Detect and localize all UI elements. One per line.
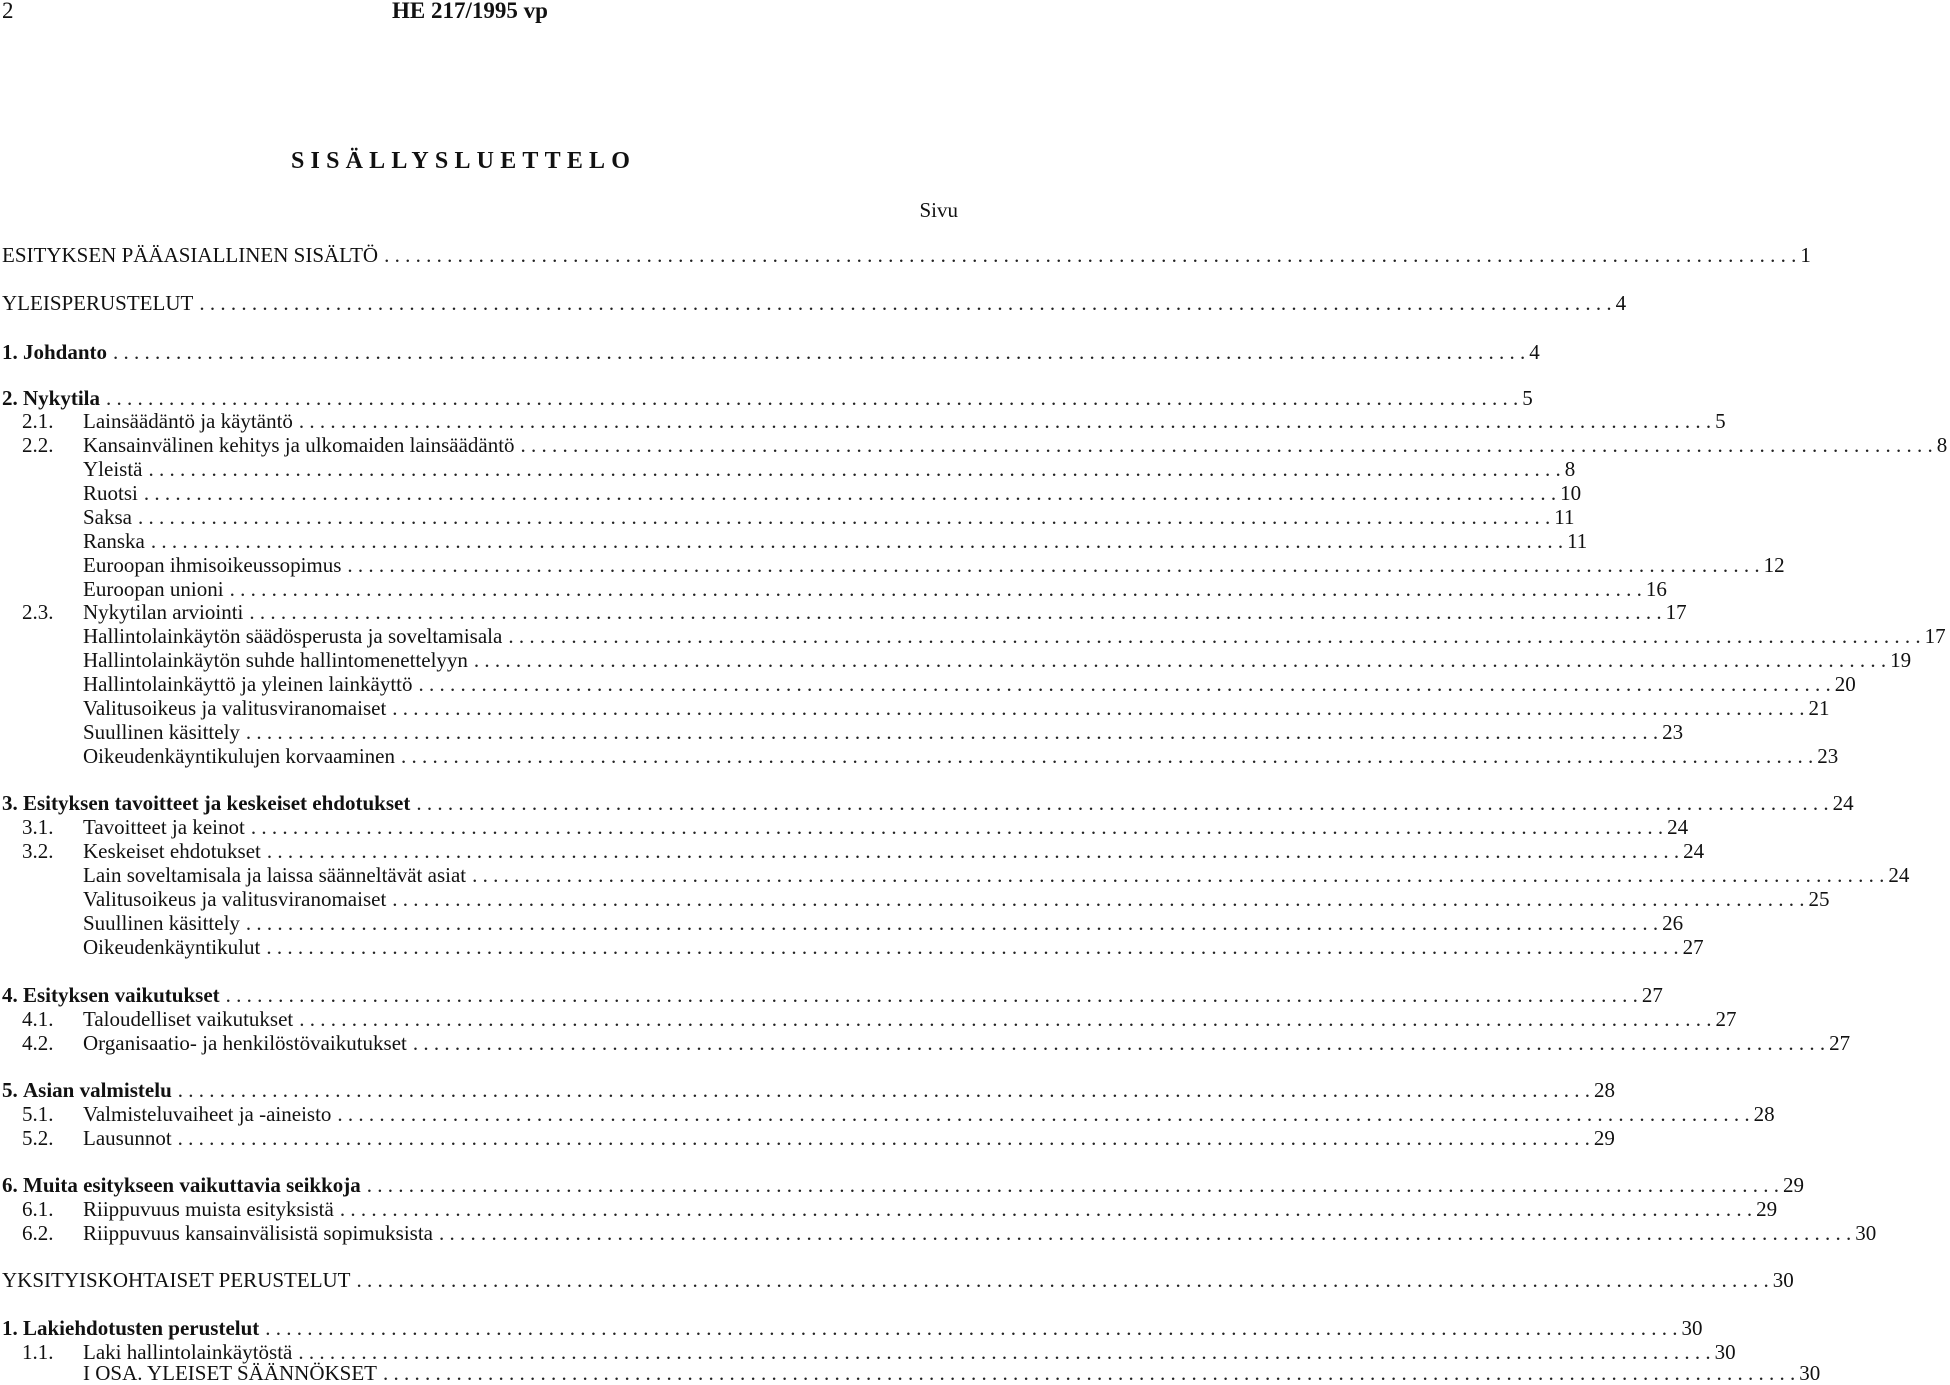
toc-entry[interactable] <box>0 1268 1794 1292</box>
toc-entry-page: 8 <box>1936 433 1948 457</box>
dot-leader <box>178 1126 1590 1150</box>
dot-leader <box>299 1007 1711 1031</box>
dot-leader <box>413 1031 1825 1055</box>
toc-entry-page: 11 <box>1554 505 1575 529</box>
toc-entry-number: 1. <box>2 1316 18 1340</box>
toc-entry-label: Lainsäädäntö ja käytäntö <box>83 409 293 433</box>
toc-entry-label: Johdanto <box>23 340 108 364</box>
toc-entry[interactable] <box>0 291 1627 315</box>
toc-entry-label: Oikeudenkäyntikulujen korvaaminen <box>83 744 395 768</box>
toc-entry[interactable] <box>0 983 1663 1007</box>
toc-entry[interactable] <box>0 529 1588 553</box>
toc-entry-label: Taloudelliset vaikutukset <box>83 1007 294 1031</box>
dot-leader <box>199 291 1611 315</box>
toc-entry-page: 12 <box>1763 553 1785 577</box>
dot-leader <box>401 744 1813 768</box>
toc-entry-number: 3.1. <box>22 815 54 839</box>
toc-entry-label: Oikeudenkäyntikulut <box>83 935 261 959</box>
dot-leader <box>249 600 1661 624</box>
toc-entry-page: 23 <box>1817 744 1839 768</box>
toc-entry-page: 20 <box>1834 672 1856 696</box>
toc-entry-label: Valitusoikeus ja valitusviranomaiset <box>83 887 387 911</box>
toc-entry-label: Laki hallintolainkäytöstä <box>83 1340 293 1364</box>
toc-entry-page: 4 <box>1615 291 1627 315</box>
toc-entry-label: Saksa <box>83 505 132 529</box>
toc-entry-page: 29 <box>1756 1197 1778 1221</box>
dot-leader <box>266 935 1678 959</box>
toc-entry-page: 16 <box>1645 577 1667 601</box>
toc-entry[interactable] <box>0 553 1785 577</box>
dot-leader <box>392 696 1804 720</box>
toc-entry-page: 4 <box>1529 340 1540 364</box>
toc-entry-page: 30 <box>1772 1268 1794 1292</box>
toc-entry-number: 5.1. <box>22 1102 54 1126</box>
toc-entry-number: 3.2. <box>22 839 54 863</box>
dot-leader <box>151 529 1563 553</box>
toc-entry-page: 27 <box>1641 983 1663 1007</box>
toc-entry-page: 24 <box>1888 863 1910 887</box>
toc-entry-label: Keskeiset ehdotukset <box>83 839 261 863</box>
dot-leader <box>383 1361 1795 1385</box>
toc-entry[interactable] <box>0 720 1684 744</box>
toc-entry[interactable] <box>0 887 1830 911</box>
toc-entry-page: 27 <box>1829 1031 1851 1055</box>
dot-leader <box>367 1173 1779 1197</box>
toc-entry-page: 26 <box>1662 911 1684 935</box>
toc-entry-number: 6. <box>2 1173 18 1197</box>
toc-entry-number: 1.1. <box>22 1340 54 1364</box>
toc-entry[interactable] <box>0 648 1912 672</box>
toc-entry-page: 30 <box>1799 1361 1821 1385</box>
dot-leader <box>508 624 1920 648</box>
toc-entry-label: Asian valmistelu <box>23 1078 172 1102</box>
dot-leader <box>521 433 1933 457</box>
toc-entry-page: 24 <box>1683 839 1705 863</box>
toc-entry-label: Ranska <box>83 529 145 553</box>
toc-entry-label: Valmisteluvaiheet ja -aineisto <box>83 1102 332 1126</box>
toc-entry-number: 2.3. <box>22 600 54 624</box>
toc-entry[interactable] <box>0 863 1910 887</box>
toc-entry-number: 4.2. <box>22 1031 54 1055</box>
toc-entry-number: 1. <box>2 340 18 364</box>
dot-leader <box>230 577 1642 601</box>
toc-entry-number: 5.2. <box>22 1126 54 1150</box>
toc-entry-number: 2.1. <box>22 409 54 433</box>
toc-entry-page: 24 <box>1832 791 1854 815</box>
dot-leader <box>246 911 1658 935</box>
toc-entry-label: Hallintolainkäytön suhde hallintomenettelyyn <box>83 648 468 672</box>
toc-entry-label: Euroopan unioni <box>83 577 224 601</box>
toc-entry-page: 17 <box>1924 624 1946 648</box>
toc-entry-label: Hallintolainkäyttö ja yleinen lainkäyttö <box>83 672 413 696</box>
dot-leader <box>337 1102 1749 1126</box>
toc-entry-label: Organisaatio- ja henkilöstövaikutukset <box>83 1031 407 1055</box>
toc-entry-label: Valitusoikeus ja valitusviranomaiset <box>83 696 387 720</box>
toc-entry-label: Nykytilan arviointi <box>83 600 244 624</box>
dot-leader <box>113 340 1525 364</box>
toc-entry-page: 24 <box>1667 815 1689 839</box>
toc-entry-number: 4. <box>2 983 18 1007</box>
toc-entry-page: 10 <box>1560 481 1582 505</box>
toc-entry-page: 17 <box>1665 600 1687 624</box>
toc-entry[interactable] <box>0 1221 1877 1245</box>
toc-entry[interactable] <box>0 1197 1778 1221</box>
toc-entry[interactable] <box>0 1173 1805 1197</box>
document-id: HE 217/1995 vp <box>392 0 548 23</box>
toc-entry[interactable] <box>0 457 1576 481</box>
toc-title: SISÄLLYSLUETTELO <box>291 148 637 174</box>
toc-entry-page: 5 <box>1715 409 1726 433</box>
toc-entry[interactable] <box>0 791 1854 815</box>
toc-entry-label: Kansainvälinen kehitys ja ulkomaiden lainsäädäntö <box>83 433 515 457</box>
toc-entry-page: 27 <box>1715 1007 1737 1031</box>
toc-entry[interactable] <box>0 744 1839 768</box>
toc-entry-label: Riippuvuus kansainvälisistä sopimuksista <box>83 1221 433 1245</box>
toc-entry[interactable] <box>0 577 1667 601</box>
toc-entry[interactable] <box>0 600 1687 624</box>
toc-entry-page: 28 <box>1594 1078 1616 1102</box>
toc-entry-label: I OSA. YLEISET SÄÄNNÖKSET <box>83 1361 377 1385</box>
dot-leader <box>392 887 1804 911</box>
toc-entry-page: 8 <box>1564 457 1576 481</box>
toc-entry-page: 29 <box>1593 1126 1615 1150</box>
dot-leader <box>384 243 1796 267</box>
dot-leader <box>340 1197 1752 1221</box>
toc-entry-page: 1 <box>1800 243 1811 267</box>
dot-leader <box>178 1078 1590 1102</box>
toc-entry-page: 23 <box>1662 720 1684 744</box>
page-number: 2 <box>2 0 14 23</box>
toc-entry[interactable] <box>0 409 1726 433</box>
toc-entry-page: 30 <box>1714 1340 1736 1364</box>
toc-entry-page: 27 <box>1682 935 1704 959</box>
toc-entry-page: 5 <box>1522 386 1533 410</box>
dot-leader <box>246 720 1658 744</box>
page-column-label: Sivu <box>919 198 958 222</box>
toc-entry-label: YKSITYISKOHTAISET PERUSTELUT <box>2 1268 351 1292</box>
toc-entry-label: Muita esitykseen vaikuttavia seikkoja <box>23 1173 361 1197</box>
toc-entry-label: Riippuvuus muista esityksistä <box>83 1197 334 1221</box>
toc-entry[interactable] <box>0 911 1684 935</box>
toc-entry[interactable] <box>0 672 1856 696</box>
toc-entry-label: Esityksen vaikutukset <box>23 983 220 1007</box>
toc-entry[interactable] <box>0 505 1575 529</box>
toc-entry[interactable] <box>0 839 1705 863</box>
toc-entry-number: 2.2. <box>22 433 54 457</box>
toc-entry-number: 3. <box>2 791 18 815</box>
toc-entry[interactable] <box>0 386 1533 410</box>
dot-leader <box>144 481 1556 505</box>
toc-entry[interactable] <box>0 433 1948 457</box>
toc-entry-page: 19 <box>1890 648 1912 672</box>
toc-entry-number: 2. <box>2 386 18 410</box>
dot-leader <box>148 457 1560 481</box>
dot-leader <box>474 648 1886 672</box>
toc-entry[interactable] <box>0 696 1830 720</box>
toc-entry[interactable] <box>0 340 1540 364</box>
dot-leader <box>419 672 1831 696</box>
toc-entry[interactable] <box>0 1361 1821 1385</box>
toc-entry[interactable] <box>0 624 1946 648</box>
toc-entry-label: YLEISPERUSTELUT <box>2 291 194 315</box>
toc-entry-label: ESITYKSEN PÄÄASIALLINEN SISÄLTÖ <box>2 243 379 267</box>
toc-entry[interactable] <box>0 1316 1703 1340</box>
dot-leader <box>106 386 1518 410</box>
toc-entry-label: Nykytila <box>23 386 101 410</box>
toc-entry-label: Lain soveltamisala ja laissa säänneltävät asiat <box>83 863 467 887</box>
toc-entry-label: Suullinen käsittely <box>83 720 240 744</box>
dot-leader <box>138 505 1550 529</box>
toc-entry-page: 25 <box>1808 887 1830 911</box>
dot-leader <box>416 791 1828 815</box>
toc-entry-number: 6.1. <box>22 1197 54 1221</box>
toc-entry-number: 4.1. <box>22 1007 54 1031</box>
toc-entry-page: 30 <box>1855 1221 1877 1245</box>
dot-leader <box>265 1316 1677 1340</box>
toc-entry-label: Suullinen käsittely <box>83 911 240 935</box>
toc-entry-label: Tavoitteet ja keinot <box>83 815 245 839</box>
toc-entry-page: 30 <box>1681 1316 1703 1340</box>
toc-entry[interactable] <box>0 481 1582 505</box>
dot-leader <box>226 983 1638 1007</box>
dot-leader <box>472 863 1884 887</box>
toc-entry-label: Euroopan ihmisoikeussopimus <box>83 553 342 577</box>
toc-entry[interactable] <box>0 1102 1775 1126</box>
toc-entry-number: 6.2. <box>22 1221 54 1245</box>
dot-leader <box>299 409 1711 433</box>
dot-leader <box>267 839 1679 863</box>
dot-leader <box>439 1221 1851 1245</box>
toc-entry-page: 11 <box>1567 529 1588 553</box>
toc-entry-page: 29 <box>1783 1173 1805 1197</box>
toc-entry[interactable] <box>0 1126 1615 1150</box>
toc-entry[interactable] <box>0 243 1811 267</box>
toc-entry[interactable] <box>0 1007 1737 1031</box>
toc-entry[interactable] <box>0 935 1704 959</box>
dot-leader <box>347 553 1759 577</box>
toc-entry[interactable] <box>0 1078 1616 1102</box>
toc-entry[interactable] <box>0 815 1689 839</box>
toc-entry[interactable] <box>0 1031 1851 1055</box>
toc-entry-page: 28 <box>1753 1102 1775 1126</box>
toc-entry-label: Lakiehdotusten perustelut <box>23 1316 260 1340</box>
toc-entry-page: 21 <box>1808 696 1830 720</box>
toc-entry-label: Lausunnot <box>83 1126 172 1150</box>
toc-entry-label: Esityksen tavoitteet ja keskeiset ehdotukset <box>23 791 411 815</box>
dot-leader <box>251 815 1663 839</box>
dot-leader <box>357 1268 1769 1292</box>
toc-entry-label: Hallintolainkäytön säädösperusta ja soveltamisala <box>83 624 503 648</box>
toc-entry-number: 5. <box>2 1078 18 1102</box>
toc-entry-label: Ruotsi <box>83 481 138 505</box>
toc-entry-label: Yleistä <box>83 457 143 481</box>
